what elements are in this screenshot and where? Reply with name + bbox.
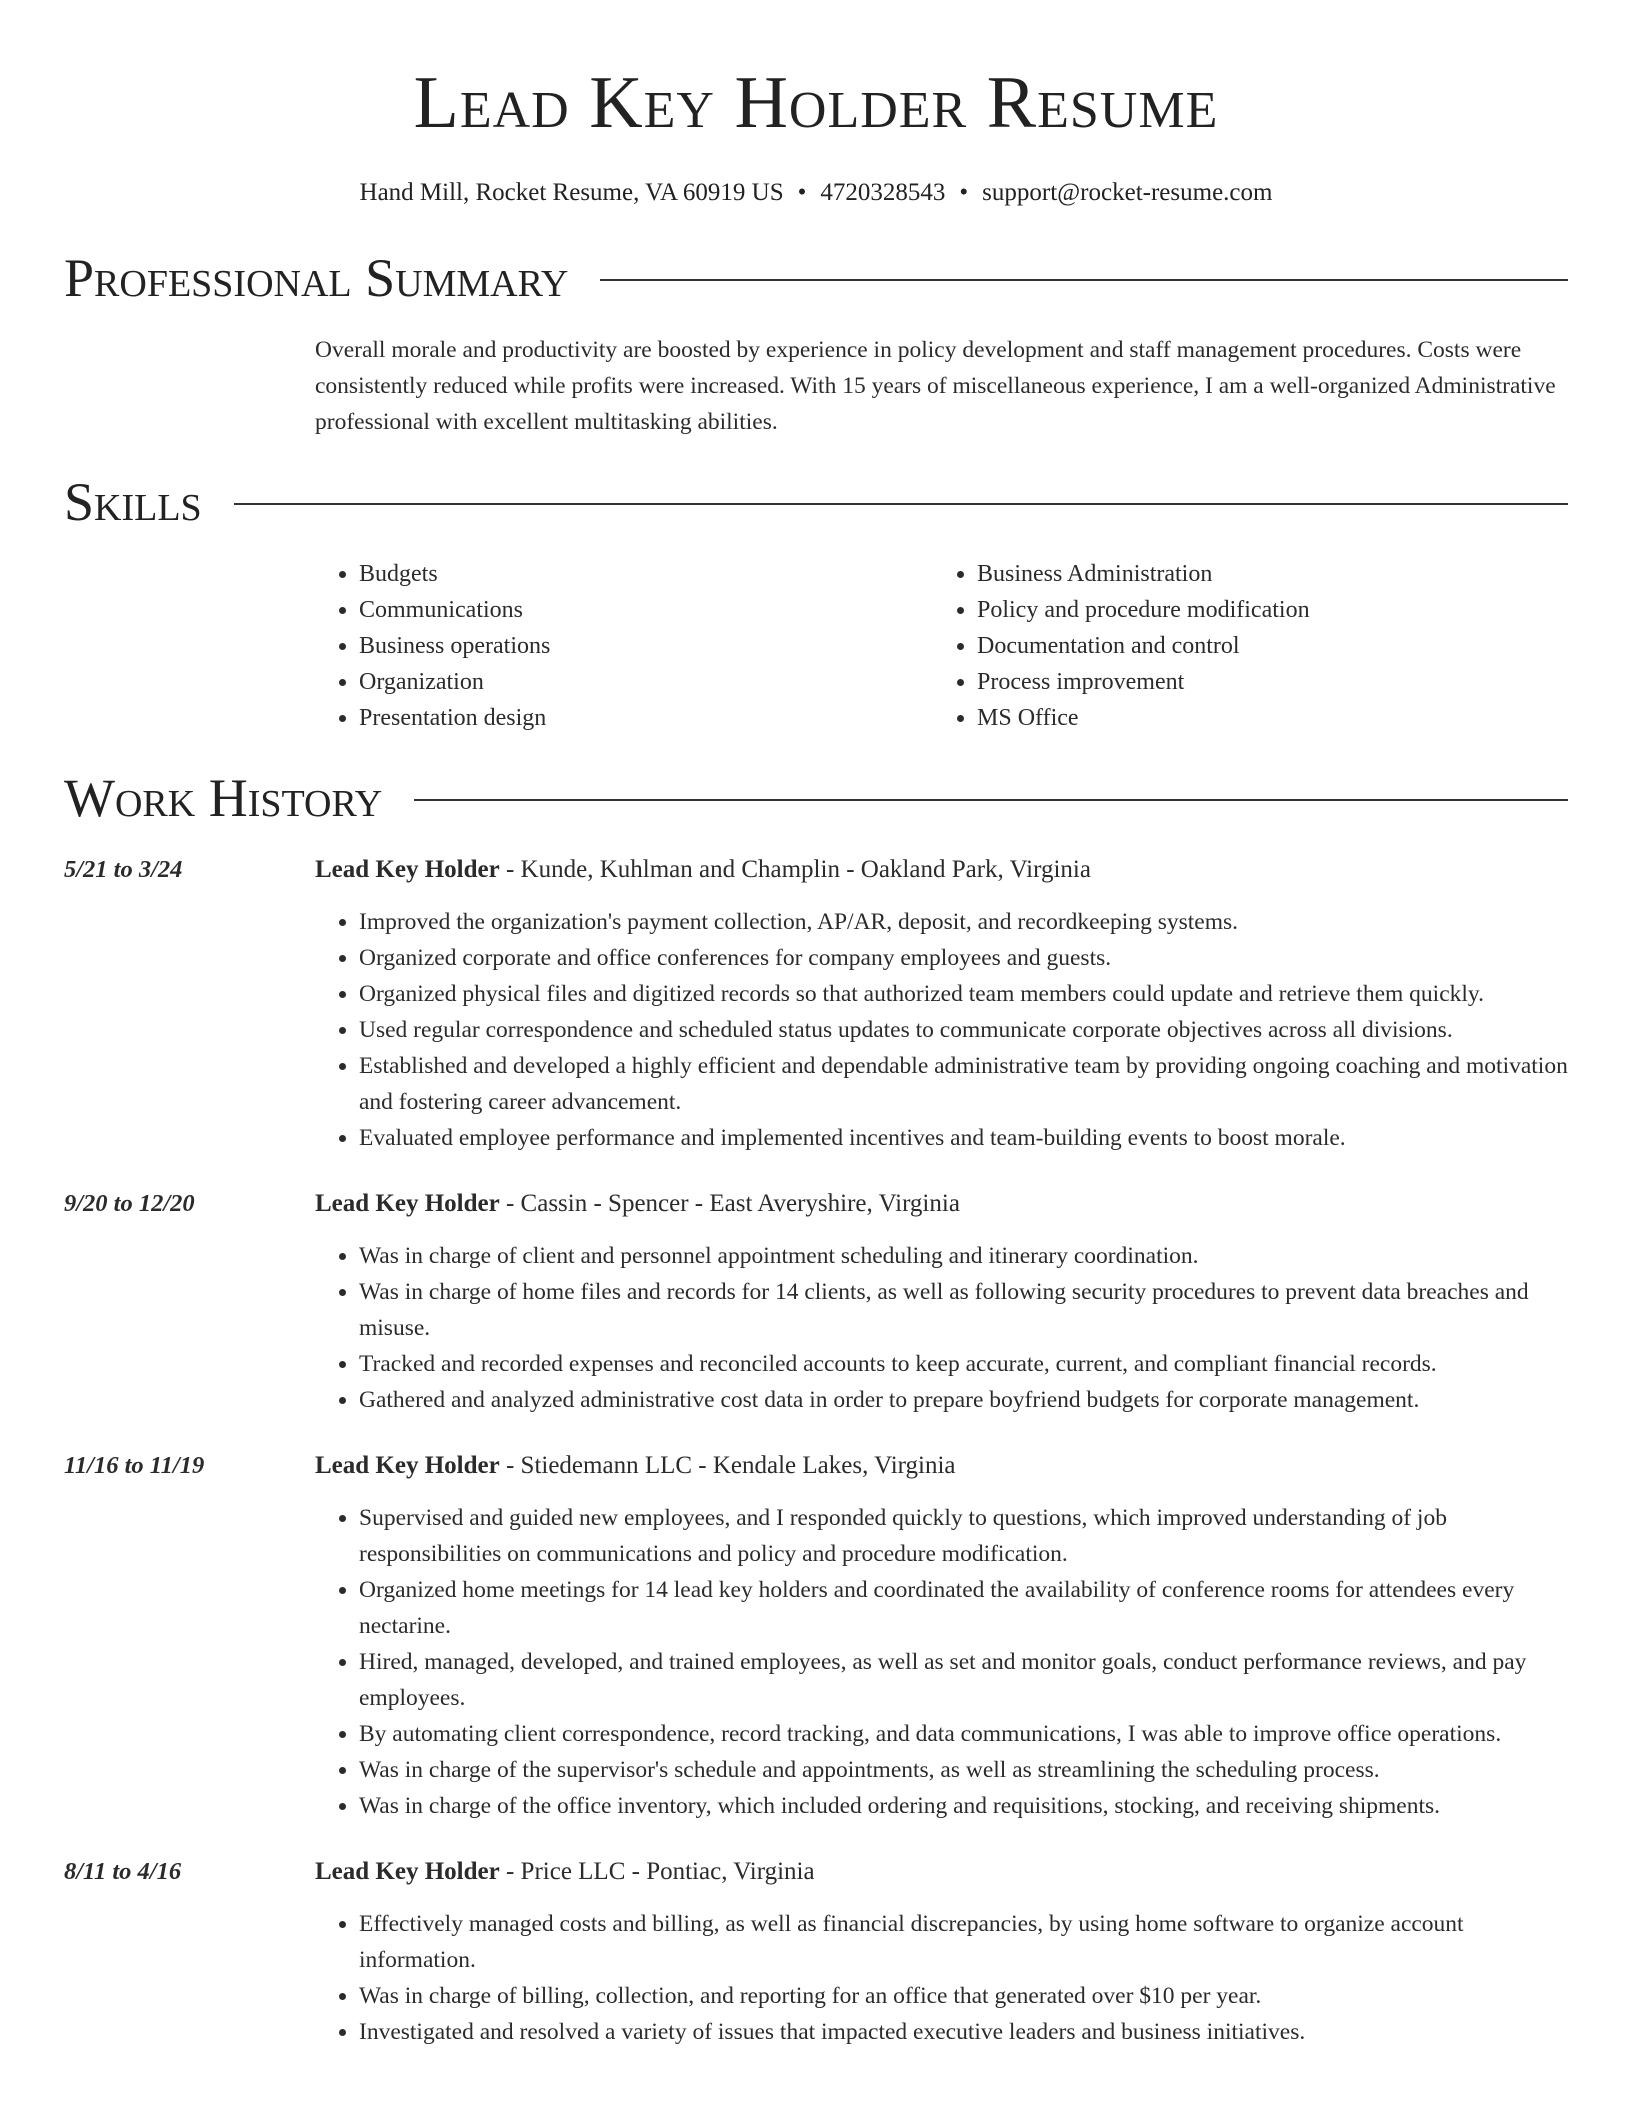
job-employer-location: - Kunde, Kuhlman and Champlin - Oakland Park, Virginia — [499, 856, 1091, 883]
skill-item: • Business Administration — [977, 556, 1551, 592]
job-employer-location: - Stiedemann LLC - Kendale Lakes, Virginia — [499, 1452, 956, 1479]
skill-item: • Business operations — [359, 628, 933, 664]
job-body — [315, 1186, 1568, 1418]
job-dates: 8/11 to 4/16 — [64, 1858, 182, 1885]
job-dates: 5/21 to 3/24 — [64, 856, 183, 883]
skill-item: • Policy and procedure modification — [977, 592, 1551, 628]
skill-item: • Communications — [359, 592, 933, 628]
job-bullet: • Used regular correspondence and scheduled status updates to communicate corporate objectives across all divisions. — [359, 1012, 1568, 1048]
skill-item: • Organization — [359, 664, 933, 700]
skills-section-header — [64, 470, 1568, 534]
job-bullet: • By automating client correspondence, record tracking, and data communications, I was able to improve office operations. — [359, 1716, 1568, 1752]
section-divider — [234, 503, 1568, 505]
contact-address: Hand Mill, Rocket Resume, VA 60919 US — [359, 179, 784, 206]
skill-item: • Documentation and control — [977, 628, 1551, 664]
contact-phone: 4720328543 — [820, 179, 946, 206]
job-role: Lead Key Holder — [315, 1190, 500, 1217]
job-bullets — [315, 1238, 1568, 1418]
skill-item: • Process improvement — [977, 664, 1551, 700]
job-employer-location: - Price LLC - Pontiac, Virginia — [499, 1858, 815, 1885]
job-body — [315, 852, 1568, 1156]
job-body — [315, 1448, 1568, 1824]
skill-item: • Presentation design — [359, 700, 933, 736]
job-heading — [315, 1854, 1568, 1890]
job-bullet: • Improved the organization's payment collection, AP/AR, deposit, and recordkeeping systems. — [359, 904, 1568, 940]
job-bullet: • Organized home meetings for 14 lead key holders and coordinated the availability of conference rooms for attendees every nectarine. — [359, 1572, 1568, 1644]
job-entry — [64, 1854, 1568, 2050]
job-bullet: • Was in charge of client and personnel appointment scheduling and itinerary coordination. — [359, 1238, 1568, 1274]
contact-separator: • — [959, 179, 969, 206]
job-body — [315, 1854, 1568, 2050]
work-history-list — [64, 852, 1568, 2050]
job-bullet: • Was in charge of billing, collection, and reporting for an office that generated over $10 per year. — [359, 1978, 1568, 2014]
job-role: Lead Key Holder — [315, 1858, 500, 1885]
job-dates: 11/16 to 11/19 — [64, 1452, 205, 1479]
summary-text: Overall morale and productivity are boosted by experience in policy development and staff management procedures. Costs were consistently reduced while profits were increased. With 15 years of miscellaneous experience, I am a well-organized Administrative professional with excellent multitasking abilities. — [315, 337, 1556, 435]
skill-item: • MS Office — [977, 700, 1551, 736]
job-dates: 9/20 to 12/20 — [64, 1190, 195, 1217]
job-bullet: • Organized corporate and office conferences for company employees and guests. — [359, 940, 1568, 976]
job-bullets — [315, 1906, 1568, 2050]
job-employer-location: - Cassin - Spencer - East Averyshire, Virginia — [499, 1190, 960, 1217]
job-bullet: • Was in charge of home files and records for 14 clients, as well as following security procedures to prevent data breaches and misuse. — [359, 1274, 1568, 1346]
job-role: Lead Key Holder — [315, 1452, 500, 1479]
contact-email: support@rocket-resume.com — [982, 179, 1273, 206]
skills-column-right — [933, 556, 1551, 736]
section-divider — [600, 279, 1568, 281]
job-bullet: • Established and developed a highly efficient and dependable administrative team by providing ongoing coaching and motivation and fostering career advancement. — [359, 1048, 1568, 1120]
summary-section-header — [64, 246, 1568, 310]
job-entry — [64, 852, 1568, 1156]
skills-heading: Skills — [64, 472, 202, 532]
job-bullet: • Hired, managed, developed, and trained employees, as well as set and monitor goals, conduct performance reviews, and pay employees. — [359, 1644, 1568, 1716]
job-bullets — [315, 1500, 1568, 1824]
job-heading — [315, 1448, 1568, 1484]
skills-column-left — [315, 556, 933, 736]
work-heading: Work History — [64, 768, 383, 828]
job-bullet: • Evaluated employee performance and implemented incentives and team-building events to boost morale. — [359, 1120, 1568, 1156]
job-bullet: • Effectively managed costs and billing, as well as financial discrepancies, by using home software to organize account information. — [359, 1906, 1568, 1978]
summary-heading: Professional Summary — [64, 248, 569, 308]
job-bullet: • Investigated and resolved a variety of issues that impacted executive leaders and business initiatives. — [359, 2014, 1568, 2050]
job-bullet: • Supervised and guided new employees, and I responded quickly to questions, which improved understanding of job responsibilities on communications and policy and procedure modification. — [359, 1500, 1568, 1572]
skill-item: • Budgets — [359, 556, 933, 592]
job-entry — [64, 1186, 1568, 1418]
job-entry — [64, 1448, 1568, 1824]
section-divider — [414, 799, 1568, 801]
contact-separator: • — [797, 179, 807, 206]
job-heading — [315, 1186, 1568, 1222]
job-bullet: • Was in charge of the supervisor's schedule and appointments, as well as streamlining the scheduling process. — [359, 1752, 1568, 1788]
job-bullet: • Tracked and recorded expenses and reconciled accounts to keep accurate, current, and compliant financial records. — [359, 1346, 1568, 1382]
skills-list — [315, 556, 1568, 736]
job-heading — [315, 852, 1568, 888]
resume-title: Lead Key Holder Resume — [413, 62, 1219, 144]
job-bullet: • Was in charge of the office inventory, which included ordering and requisitions, stocking, and receiving shipments. — [359, 1788, 1568, 1824]
contact-line — [64, 176, 1568, 210]
work-section-header — [64, 766, 1568, 830]
job-role: Lead Key Holder — [315, 856, 500, 883]
job-bullet: • Organized physical files and digitized records so that authorized team members could update and retrieve them quickly. — [359, 976, 1568, 1012]
job-bullet: • Gathered and analyzed administrative cost data in order to prepare boyfriend budgets for corporate management. — [359, 1382, 1568, 1418]
job-bullets — [315, 904, 1568, 1156]
